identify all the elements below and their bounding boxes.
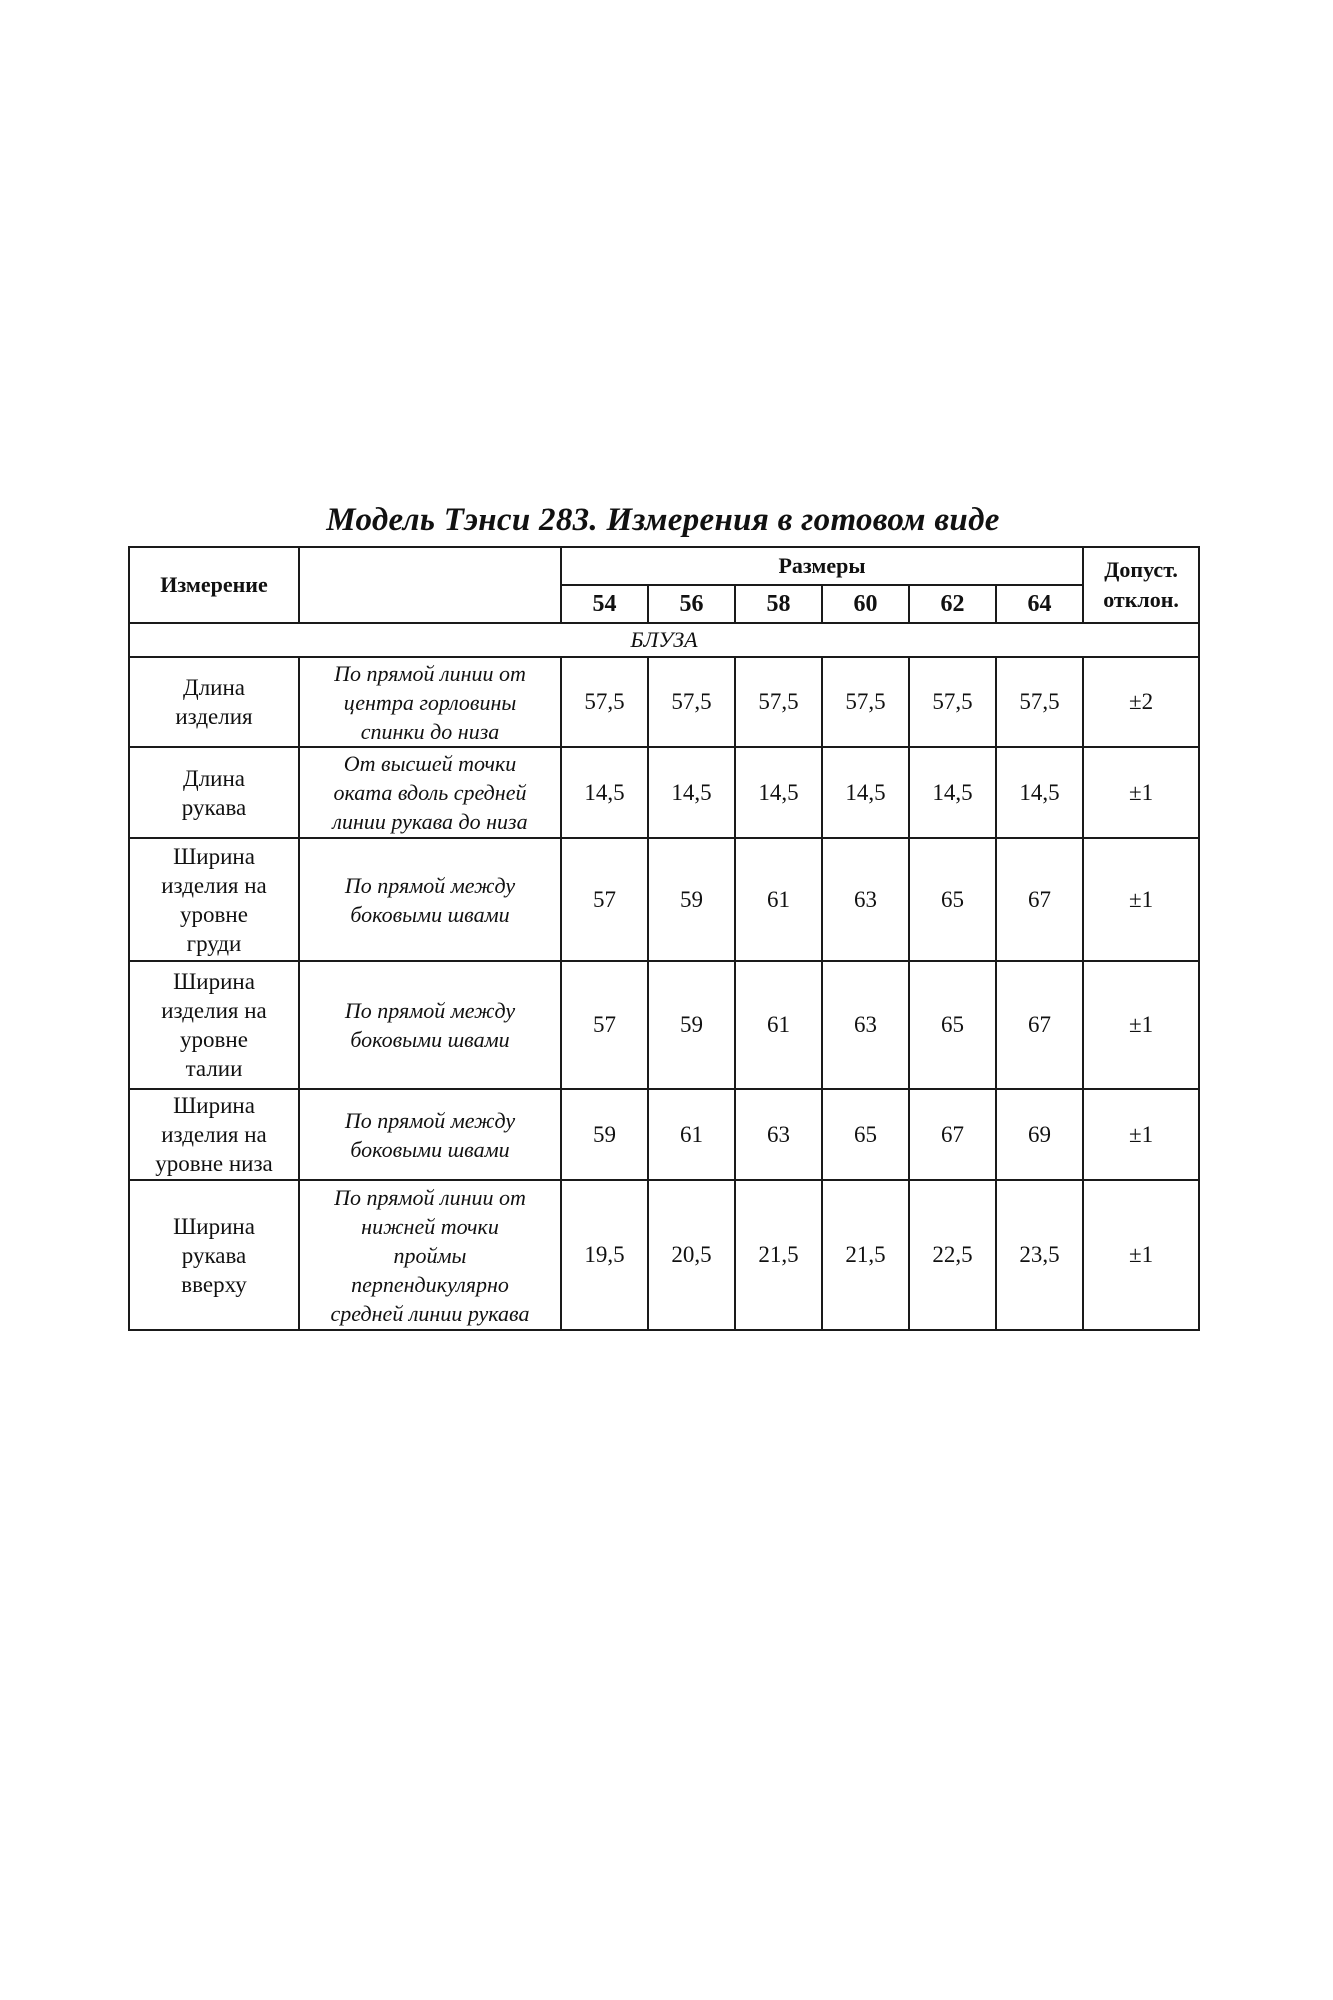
value-cell: 59 [648,961,735,1089]
size-header-54: 54 [561,585,648,623]
header-tolerance [1083,547,1199,623]
value-cell: 20,5 [648,1180,735,1330]
value-cell: 61 [735,838,822,961]
value-cell: 69 [996,1089,1083,1180]
row-parameter [129,1180,299,1330]
value-cell: 67 [996,838,1083,961]
value-cell: 22,5 [909,1180,996,1330]
row-method [299,1089,561,1180]
value-cell: 21,5 [735,1180,822,1330]
row-parameter-line: талии [185,1056,243,1081]
row-method-line: спинки до низа [360,718,500,744]
value-cell: 21,5 [822,1180,909,1330]
row-parameter-line: рукава [181,1242,247,1268]
row-method-line: центра горловины [343,689,517,715]
row-parameter-line: уровне [180,901,248,927]
row-parameter-line: изделия [175,704,253,729]
value-cell: 19,5 [561,1180,648,1330]
row-method-line: нижней точки [361,1213,499,1239]
row-parameter-line: Длина [183,765,245,791]
value-cell: 57 [561,961,648,1089]
row-parameter-line: Ширина [173,843,255,869]
value-cell: 14,5 [735,747,822,838]
size-header-58: 58 [735,585,822,623]
table-row [129,838,1199,961]
tolerance-cell: ±1 [1083,838,1199,961]
tolerance-cell: ±2 [1083,657,1199,747]
row-method [299,1180,561,1330]
row-parameter-line: Ширина [173,1093,255,1118]
value-cell: 67 [996,961,1083,1089]
row-method-line: По прямой линии от [334,1184,526,1210]
value-cell: 63 [822,838,909,961]
row-method-line: боковыми швами [350,901,510,927]
row-method-line: боковыми швами [350,1136,510,1162]
value-cell: 57,5 [648,657,735,747]
table-row [129,1180,1199,1330]
row-parameter-line: изделия на [161,1122,267,1147]
row-method-line: перпендикулярно [351,1271,509,1297]
table-row [129,747,1199,838]
row-parameter-line: Ширина [173,1213,255,1239]
tolerance-cell: ±1 [1083,747,1199,838]
value-cell: 14,5 [648,747,735,838]
row-method-line: От высшей точки [343,751,517,776]
header-method-blank [299,547,561,623]
value-cell: 14,5 [822,747,909,838]
tolerance-cell: ±1 [1083,1089,1199,1180]
value-cell: 63 [822,961,909,1089]
table-row [129,961,1199,1089]
row-method-line: боковыми швами [350,1027,510,1052]
row-parameter-line: Ширина [173,969,255,994]
header-sizes: Размеры [561,547,1083,585]
value-cell: 14,5 [996,747,1083,838]
row-method [299,838,561,961]
value-cell: 57,5 [735,657,822,747]
row-parameter-line: уровне низа [155,1151,273,1176]
tolerance-cell: ±1 [1083,1180,1199,1330]
size-header-60: 60 [822,585,909,623]
value-cell: 57,5 [909,657,996,747]
size-header-62: 62 [909,585,996,623]
value-cell: 65 [909,838,996,961]
table-row [129,657,1199,747]
value-cell: 59 [561,1089,648,1180]
header-tolerance-line: Допуст. [1104,557,1178,582]
value-cell: 14,5 [561,747,648,838]
value-cell: 65 [822,1089,909,1180]
size-header-56: 56 [648,585,735,623]
row-parameter-line: Длина [183,675,245,700]
row-parameter [129,838,299,961]
value-cell: 61 [648,1089,735,1180]
table-row [129,1089,1199,1180]
row-method-line: средней линии рукава [330,1300,530,1326]
value-cell: 57,5 [996,657,1083,747]
row-method-line: линии рукава до низа [332,809,528,834]
row-parameter [129,961,299,1089]
value-cell: 57,5 [561,657,648,747]
page-title: Модель Тэнси 283. Измерения в готовом виде [326,502,1000,538]
row-method [299,961,561,1089]
size-header-64: 64 [996,585,1083,623]
value-cell: 63 [735,1089,822,1180]
value-cell: 57 [561,838,648,961]
size-chart-table [128,546,1200,1331]
row-method-line: оката вдоль средней [333,780,527,805]
row-method [299,747,561,838]
value-cell: 23,5 [996,1180,1083,1330]
row-method [299,657,561,747]
row-parameter [129,747,299,838]
row-parameter-line: рукава [181,794,247,820]
row-parameter-line: изделия на [161,998,267,1023]
value-cell: 61 [735,961,822,1089]
value-cell: 57,5 [822,657,909,747]
row-parameter-line: изделия на [161,872,267,898]
row-method-line: По прямой между [344,872,516,898]
section-title: БЛУЗА [129,623,1199,657]
header-measurement: Измерение [129,547,299,623]
value-cell: 59 [648,838,735,961]
row-method-line: проймы [393,1242,467,1268]
row-parameter-line: груди [186,930,242,956]
row-parameter-line: вверху [181,1271,247,1297]
value-cell: 65 [909,961,996,1089]
row-parameter [129,657,299,747]
value-cell: 14,5 [909,747,996,838]
row-method-line: По прямой между [344,1107,516,1133]
row-parameter [129,1089,299,1180]
row-method-line: По прямой линии от [334,660,526,686]
row-parameter-line: уровне [180,1027,248,1052]
tolerance-cell: ±1 [1083,961,1199,1089]
value-cell: 67 [909,1089,996,1180]
row-method-line: По прямой между [344,998,516,1023]
header-tolerance-line: отклон. [1103,587,1179,612]
